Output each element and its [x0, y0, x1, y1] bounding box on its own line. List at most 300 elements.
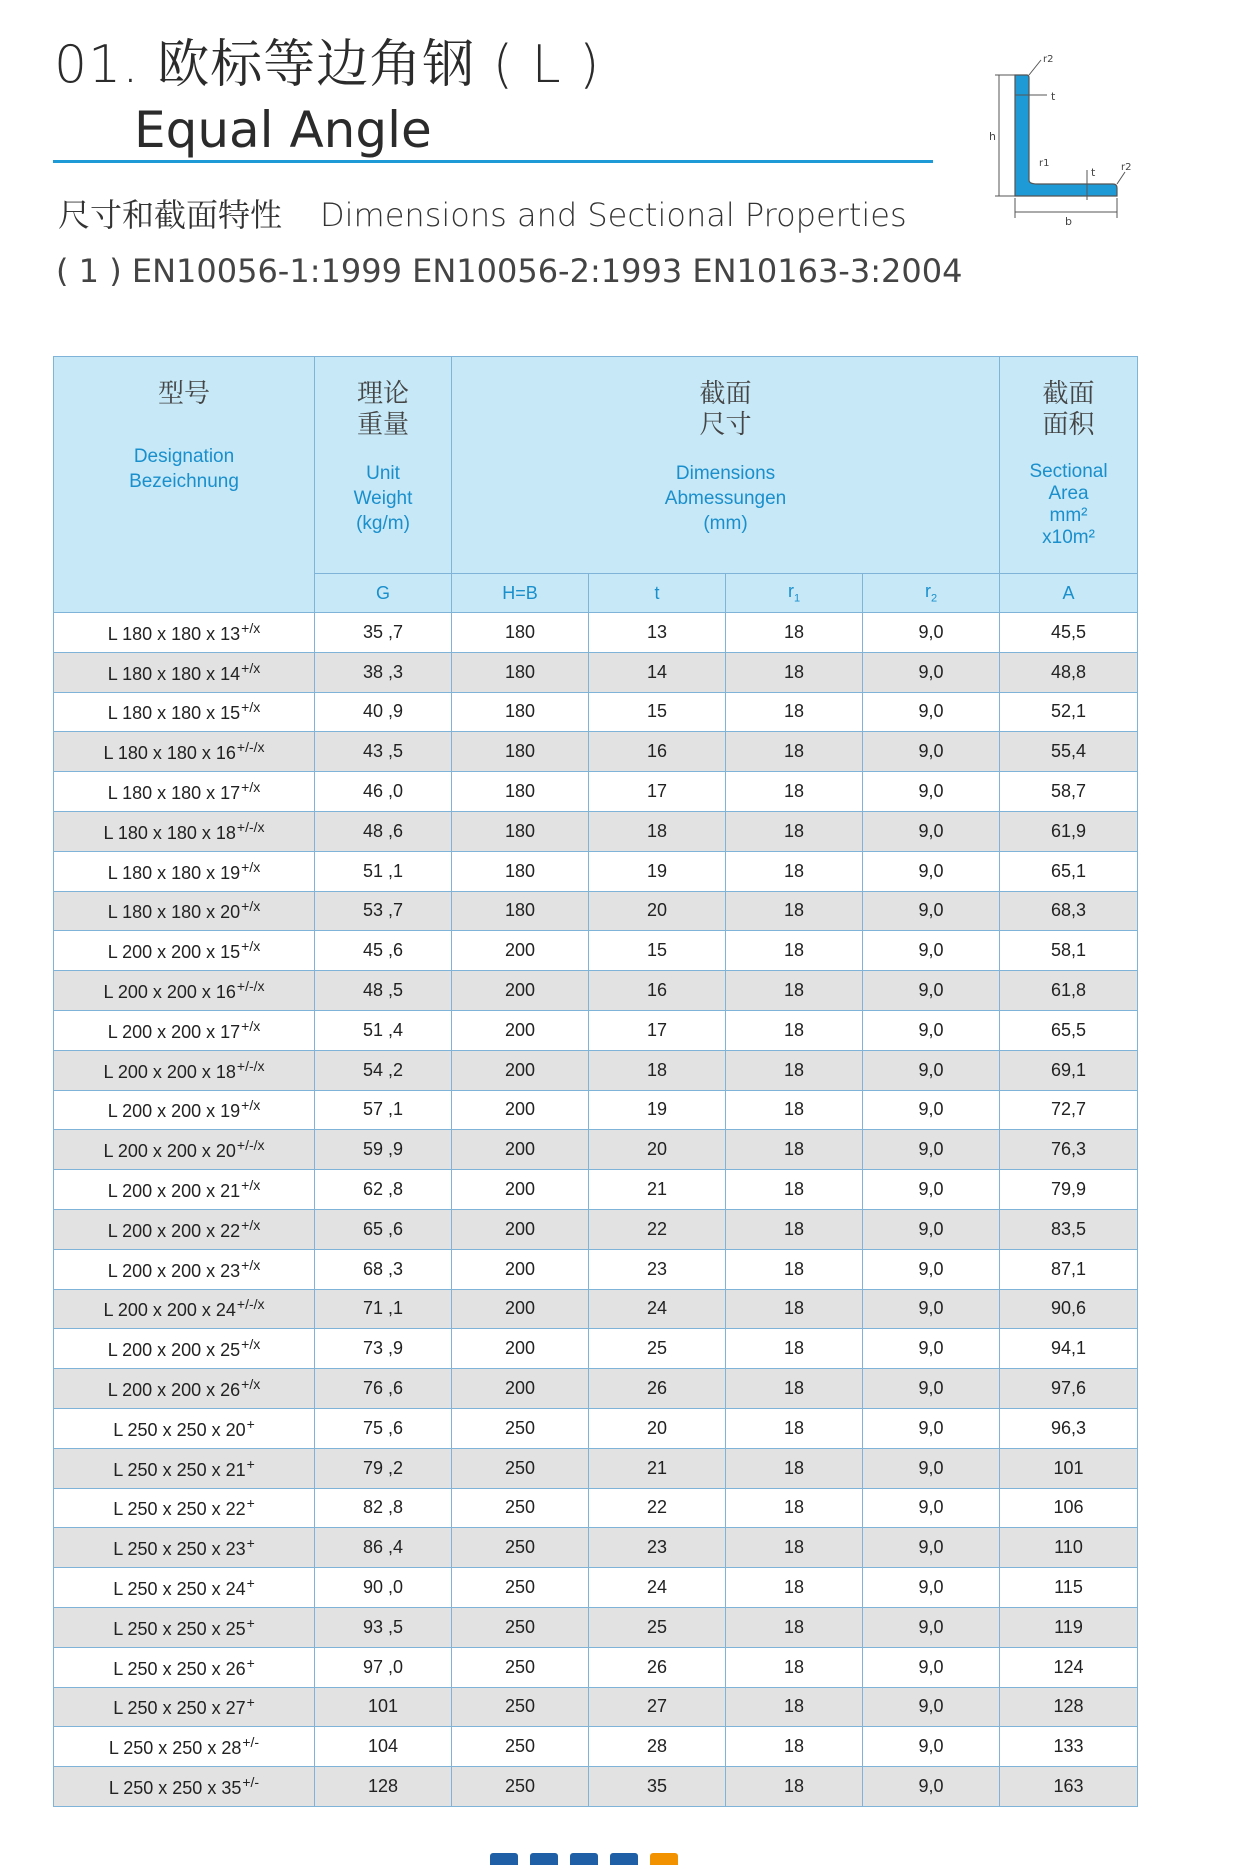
table-row: [54, 1528, 1138, 1568]
cell-r1: 18: [726, 1130, 863, 1170]
cell-a: 97,6: [1000, 1369, 1138, 1409]
designation-marker: +/-/x: [236, 739, 265, 756]
page-indicator: [490, 1852, 690, 1864]
cell-r2: 9,0: [863, 1249, 1000, 1289]
cell-a: 124: [1000, 1647, 1138, 1687]
diagram-label-h: h: [989, 130, 996, 143]
table-row: [54, 1607, 1138, 1647]
cell-r2: 9,0: [863, 692, 1000, 732]
designation-marker: +/-: [242, 1734, 260, 1751]
table-row: [54, 971, 1138, 1011]
cell-hb: 180: [452, 692, 589, 732]
cell-hb: 180: [452, 811, 589, 851]
cell-r1: 18: [726, 1289, 863, 1329]
page-dot[interactable]: [530, 1853, 558, 1865]
table-row: [54, 1767, 1138, 1807]
cell-designation: L 180 x 180 x $13^{+/x}$: [54, 613, 315, 653]
cell-t: 21: [589, 1170, 726, 1210]
cell-t: 21: [589, 1448, 726, 1488]
diagram-label-r2-right: r2: [1121, 162, 1132, 173]
cell-hb: 200: [452, 1249, 589, 1289]
diagram-label-r2-top: r2: [1043, 54, 1054, 65]
cell-g: 104: [315, 1727, 452, 1767]
cell-a: 83,5: [1000, 1209, 1138, 1249]
designation-marker: +/x: [241, 1336, 261, 1353]
cell-designation: L 180 x 180 x $15^{+/x}$: [54, 692, 315, 732]
cell-designation: L 250 x 250 x 20+: [54, 1408, 315, 1448]
cell-t: 26: [589, 1369, 726, 1409]
table-row: [54, 1448, 1138, 1488]
subtitle-cn: 尺寸和截面特性: [58, 196, 283, 234]
cell-t: 35: [589, 1767, 726, 1807]
cell-a: 69,1: [1000, 1050, 1138, 1090]
cell-a: 55,4: [1000, 732, 1138, 772]
cell-designation: L 250 x 250 x 27+: [54, 1687, 315, 1727]
cell-designation: L 180 x 180 x $20^{+/x}$: [54, 891, 315, 931]
cell-a: 61,9: [1000, 811, 1138, 851]
designation-marker: +/x: [241, 858, 261, 875]
cell-a: 87,1: [1000, 1249, 1138, 1289]
cell-designation: L 200 x 200 x $24^{+/-/x}$: [54, 1289, 315, 1329]
cell-r1: 18: [726, 1767, 863, 1807]
cell-r2: 9,0: [863, 811, 1000, 851]
cell-designation: L 200 x 200 x $18^{+/-/x}$: [54, 1050, 315, 1090]
cell-a: 76,3: [1000, 1130, 1138, 1170]
cell-r1: 18: [726, 1369, 863, 1409]
header-weight: 理论 重量 Unit Weight (kg/m): [315, 357, 452, 574]
cell-g: 65 ,6: [315, 1209, 452, 1249]
cell-a: 52,1: [1000, 692, 1138, 732]
cell-a: 58,1: [1000, 931, 1138, 971]
cell-r1: 18: [726, 931, 863, 971]
cell-g: 48 ,5: [315, 971, 452, 1011]
table-row: [54, 1010, 1138, 1050]
cell-t: 19: [589, 851, 726, 891]
cell-hb: 200: [452, 1289, 589, 1329]
cell-t: 17: [589, 772, 726, 812]
cell-t: 25: [589, 1607, 726, 1647]
cell-g: 73 ,9: [315, 1329, 452, 1369]
standards-line: ( 1 ) EN10056-1:1999 EN10056-2:1993 EN10163-3:2004: [56, 252, 963, 290]
cell-a: 163: [1000, 1767, 1138, 1807]
cell-a: 45,5: [1000, 613, 1138, 653]
table-row: [54, 613, 1138, 653]
table-row: [54, 1369, 1138, 1409]
cell-t: 17: [589, 1010, 726, 1050]
cell-r1: 18: [726, 811, 863, 851]
cell-r2: 9,0: [863, 1767, 1000, 1807]
designation-marker: +/x: [241, 1097, 261, 1114]
cell-a: 65,1: [1000, 851, 1138, 891]
cell-r2: 9,0: [863, 652, 1000, 692]
designation-marker: +/x: [241, 1256, 261, 1273]
cell-r2: 9,0: [863, 851, 1000, 891]
cell-g: 82 ,8: [315, 1488, 452, 1528]
cell-r1: 18: [726, 1010, 863, 1050]
cell-a: 65,5: [1000, 1010, 1138, 1050]
cell-r2: 9,0: [863, 1727, 1000, 1767]
cell-a: 106: [1000, 1488, 1138, 1528]
cell-r2: 9,0: [863, 1369, 1000, 1409]
cell-designation: L 250 x 250 x 35+/-: [54, 1767, 315, 1807]
cell-t: 20: [589, 891, 726, 931]
cell-r1: 18: [726, 772, 863, 812]
cell-r2: 9,0: [863, 1130, 1000, 1170]
cell-hb: 250: [452, 1647, 589, 1687]
cell-a: 115: [1000, 1568, 1138, 1608]
cell-hb: 200: [452, 1170, 589, 1210]
cell-hb: 200: [452, 971, 589, 1011]
cell-a: 68,3: [1000, 891, 1138, 931]
cell-t: 25: [589, 1329, 726, 1369]
cell-r2: 9,0: [863, 1050, 1000, 1090]
subheader-a: A: [1000, 574, 1138, 613]
cell-g: 45 ,6: [315, 931, 452, 971]
cell-r2: 9,0: [863, 1329, 1000, 1369]
section-subtitle: [58, 190, 907, 236]
cell-g: 71 ,1: [315, 1289, 452, 1329]
dimensions-table: [53, 356, 1138, 1807]
cell-t: 26: [589, 1647, 726, 1687]
cell-g: 128: [315, 1767, 452, 1807]
cell-r2: 9,0: [863, 971, 1000, 1011]
page-header: [54, 22, 600, 159]
cell-g: 46 ,0: [315, 772, 452, 812]
cell-t: 22: [589, 1488, 726, 1528]
designation-marker: +: [246, 1654, 255, 1671]
designation-marker: +: [246, 1694, 255, 1711]
cell-hb: 200: [452, 1010, 589, 1050]
cell-r2: 9,0: [863, 1090, 1000, 1130]
page-dot[interactable]: [490, 1853, 518, 1865]
cell-a: 110: [1000, 1528, 1138, 1568]
cell-r2: 9,0: [863, 1528, 1000, 1568]
cell-t: 20: [589, 1130, 726, 1170]
cell-designation: L 200 x 200 x $23^{+/x}$: [54, 1249, 315, 1289]
cell-r2: 9,0: [863, 1568, 1000, 1608]
cell-hb: 180: [452, 891, 589, 931]
designation-marker: +/-: [242, 1774, 260, 1790]
subheader-g: G: [315, 574, 452, 613]
cell-r1: 18: [726, 1050, 863, 1090]
cell-r1: 18: [726, 1170, 863, 1210]
cell-designation: L 180 x 180 x $14^{+/x}$: [54, 652, 315, 692]
page-dot[interactable]: [570, 1853, 598, 1865]
cell-hb: 250: [452, 1408, 589, 1448]
cell-r2: 9,0: [863, 1408, 1000, 1448]
cell-t: 24: [589, 1289, 726, 1329]
designation-marker: +/-/x: [236, 1137, 265, 1154]
table-row: [54, 1090, 1138, 1130]
table-row: [54, 1170, 1138, 1210]
cell-g: 43 ,5: [315, 732, 452, 772]
cell-r1: 18: [726, 1448, 863, 1488]
cell-hb: 180: [452, 772, 589, 812]
cell-g: 38 ,3: [315, 652, 452, 692]
designation-marker: +/x: [241, 699, 261, 716]
cell-hb: 250: [452, 1607, 589, 1647]
cell-hb: 250: [452, 1687, 589, 1727]
table-row: [54, 732, 1138, 772]
cell-a: 96,3: [1000, 1408, 1138, 1448]
cell-r1: 18: [726, 1647, 863, 1687]
designation-marker: +: [246, 1495, 255, 1512]
cell-a: 90,6: [1000, 1289, 1138, 1329]
cell-designation: L 200 x 200 x $17^{+/x}$: [54, 1010, 315, 1050]
table-row: [54, 652, 1138, 692]
cell-g: 75 ,6: [315, 1408, 452, 1448]
cell-r1: 18: [726, 971, 863, 1011]
designation-marker: +: [246, 1455, 255, 1472]
table-row: [54, 1647, 1138, 1687]
cell-r1: 18: [726, 1329, 863, 1369]
cell-hb: 200: [452, 1050, 589, 1090]
cell-a: 101: [1000, 1448, 1138, 1488]
subheader-t: t: [589, 574, 726, 613]
designation-marker: +/x: [241, 659, 261, 676]
cell-r1: 18: [726, 1727, 863, 1767]
cell-r1: 18: [726, 1090, 863, 1130]
cell-r2: 9,0: [863, 1607, 1000, 1647]
cell-g: 97 ,0: [315, 1647, 452, 1687]
designation-marker: +/x: [241, 898, 261, 915]
cell-designation: L 200 x 200 x $21^{+/x}$: [54, 1170, 315, 1210]
title-divider: [53, 160, 933, 163]
designation-marker: +/x: [241, 1017, 261, 1034]
cell-r1: 18: [726, 1568, 863, 1608]
cell-hb: 200: [452, 1369, 589, 1409]
cell-g: 68 ,3: [315, 1249, 452, 1289]
cell-designation: L 250 x 250 x 23+: [54, 1528, 315, 1568]
cell-r1: 18: [726, 732, 863, 772]
cell-hb: 250: [452, 1767, 589, 1807]
table-row: [54, 931, 1138, 971]
cell-t: 22: [589, 1209, 726, 1249]
cell-t: 15: [589, 692, 726, 732]
cell-r1: 18: [726, 1687, 863, 1727]
table-row: [54, 772, 1138, 812]
designation-marker: +/x: [241, 1177, 261, 1194]
cell-hb: 180: [452, 732, 589, 772]
cell-hb: 250: [452, 1448, 589, 1488]
cell-t: 28: [589, 1727, 726, 1767]
table-row: [54, 692, 1138, 732]
cell-r2: 9,0: [863, 613, 1000, 653]
cell-r1: 18: [726, 613, 863, 653]
cell-g: 101: [315, 1687, 452, 1727]
cell-r1: 18: [726, 652, 863, 692]
table-row: [54, 1130, 1138, 1170]
cell-hb: 200: [452, 1329, 589, 1369]
cell-hb: 200: [452, 1090, 589, 1130]
cell-r2: 9,0: [863, 1170, 1000, 1210]
cell-a: 58,7: [1000, 772, 1138, 812]
cell-designation: L 250 x 250 x 24+: [54, 1568, 315, 1608]
cell-t: 18: [589, 811, 726, 851]
designation-marker: +/x: [241, 1376, 261, 1393]
cell-r1: 18: [726, 891, 863, 931]
cell-r1: 18: [726, 1408, 863, 1448]
cell-r2: 9,0: [863, 1687, 1000, 1727]
subheader-hb: H=B: [452, 574, 589, 613]
cell-r1: 18: [726, 1528, 863, 1568]
page-dot[interactable]: [650, 1853, 678, 1865]
cell-t: 16: [589, 971, 726, 1011]
table-row: [54, 1329, 1138, 1369]
cell-a: 79,9: [1000, 1170, 1138, 1210]
cell-r2: 9,0: [863, 1448, 1000, 1488]
cell-g: 90 ,0: [315, 1568, 452, 1608]
designation-marker: +: [246, 1575, 255, 1592]
cell-g: 54 ,2: [315, 1050, 452, 1090]
cell-r1: 18: [726, 1249, 863, 1289]
designation-marker: +/-/x: [236, 1296, 265, 1313]
cell-r2: 9,0: [863, 891, 1000, 931]
cell-r2: 9,0: [863, 1010, 1000, 1050]
table-row: [54, 1687, 1138, 1727]
cell-g: 57 ,1: [315, 1090, 452, 1130]
table-row: [54, 811, 1138, 851]
table-header-row: [54, 357, 1138, 574]
designation-marker: +/x: [241, 938, 261, 955]
cell-g: 53 ,7: [315, 891, 452, 931]
cell-designation: L 200 x 200 x $15^{+/x}$: [54, 931, 315, 971]
cell-designation: L 200 x 200 x $19^{+/x}$: [54, 1090, 315, 1130]
cell-r2: 9,0: [863, 1647, 1000, 1687]
designation-marker: +: [246, 1614, 255, 1631]
cell-designation: L 200 x 200 x $16^{+/-/x}$: [54, 971, 315, 1011]
designation-marker: +: [246, 1415, 255, 1432]
cell-a: 94,1: [1000, 1329, 1138, 1369]
cell-designation: L 250 x 250 x 21+: [54, 1448, 315, 1488]
cell-r1: 18: [726, 1607, 863, 1647]
diagram-label-t-flange: t: [1091, 166, 1096, 179]
cell-r1: 18: [726, 1209, 863, 1249]
cell-a: 48,8: [1000, 652, 1138, 692]
diagram-label-b: b: [1065, 215, 1072, 225]
table-row: [54, 851, 1138, 891]
cell-t: 23: [589, 1528, 726, 1568]
cell-designation: L 180 x 180 x $19^{+/x}$: [54, 851, 315, 891]
cell-designation: L 180 x 180 x $17^{+/x}$: [54, 772, 315, 812]
cell-g: 51 ,1: [315, 851, 452, 891]
cell-hb: 250: [452, 1727, 589, 1767]
cell-g: 35 ,7: [315, 613, 452, 653]
cell-designation: L 200 x 200 x $22^{+/x}$: [54, 1209, 315, 1249]
cell-r2: 9,0: [863, 1488, 1000, 1528]
designation-marker: +/-/x: [236, 1057, 265, 1074]
cell-hb: 200: [452, 931, 589, 971]
cell-t: 15: [589, 931, 726, 971]
table-row: [54, 1568, 1138, 1608]
cell-hb: 250: [452, 1528, 589, 1568]
cell-t: 23: [589, 1249, 726, 1289]
cell-hb: 180: [452, 652, 589, 692]
cell-hb: 250: [452, 1488, 589, 1528]
page-dot[interactable]: [610, 1853, 638, 1865]
subheader-r2: $r_2$: [863, 574, 1000, 613]
angle-profile: [1015, 75, 1117, 196]
cell-a: 72,7: [1000, 1090, 1138, 1130]
cell-designation: L 180 x 180 x $18^{+/-/x}$: [54, 811, 315, 851]
cell-g: 51 ,4: [315, 1010, 452, 1050]
table-row: [54, 891, 1138, 931]
cell-t: 13: [589, 613, 726, 653]
cell-hb: 250: [452, 1568, 589, 1608]
table-body: [54, 613, 1138, 1807]
cell-a: 61,8: [1000, 971, 1138, 1011]
table-row: [54, 1209, 1138, 1249]
table-row: [54, 1488, 1138, 1528]
cell-hb: 200: [452, 1209, 589, 1249]
designation-marker: +/x: [241, 779, 261, 796]
cell-t: 18: [589, 1050, 726, 1090]
cell-a: 133: [1000, 1727, 1138, 1767]
cell-r1: 18: [726, 851, 863, 891]
angle-diagram-svg: [965, 50, 1135, 225]
header-area: 截面 面积 Sectional Area mm² x10m²: [1000, 357, 1138, 574]
cell-g: 59 ,9: [315, 1130, 452, 1170]
cell-t: 27: [589, 1687, 726, 1727]
diagram-label-t: t: [1051, 90, 1056, 103]
cell-designation: L 250 x 250 x 22+: [54, 1488, 315, 1528]
cell-t: 24: [589, 1568, 726, 1608]
cell-r2: 9,0: [863, 931, 1000, 971]
cell-r1: 18: [726, 692, 863, 732]
cell-designation: L 250 x 250 x 26+: [54, 1647, 315, 1687]
designation-marker: +/-/x: [236, 818, 265, 835]
designation-marker: +/-/x: [236, 978, 265, 995]
equal-angle-section-icon: [965, 50, 1135, 225]
cell-t: 19: [589, 1090, 726, 1130]
subtitle-en: Dimensions and Sectional Properties: [320, 196, 907, 234]
cell-r1: 18: [726, 1488, 863, 1528]
page-title-english: Equal Angle: [134, 101, 432, 159]
cell-designation: L 250 x 250 x 28+/-: [54, 1727, 315, 1767]
cell-g: 86 ,4: [315, 1528, 452, 1568]
cell-r2: 9,0: [863, 732, 1000, 772]
cell-r2: 9,0: [863, 772, 1000, 812]
cell-g: 40 ,9: [315, 692, 452, 732]
table-row: [54, 1050, 1138, 1090]
diagram-label-r1: r1: [1039, 158, 1050, 169]
cell-a: 119: [1000, 1607, 1138, 1647]
cell-a: 128: [1000, 1687, 1138, 1727]
cell-r2: 9,0: [863, 1289, 1000, 1329]
cell-hb: 180: [452, 613, 589, 653]
cell-r2: 9,0: [863, 1209, 1000, 1249]
cell-designation: L 200 x 200 x $26^{+/x}$: [54, 1369, 315, 1409]
cell-t: 20: [589, 1408, 726, 1448]
designation-marker: +/x: [241, 1216, 261, 1233]
header-designation: 型号 Designation Bezeichnung: [54, 357, 315, 613]
cell-g: 48 ,6: [315, 811, 452, 851]
table-row: [54, 1289, 1138, 1329]
cell-t: 16: [589, 732, 726, 772]
cell-designation: L 200 x 200 x $20^{+/-/x}$: [54, 1130, 315, 1170]
cell-hb: 180: [452, 851, 589, 891]
table-row: [54, 1249, 1138, 1289]
cell-hb: 200: [452, 1130, 589, 1170]
header-dimensions: 截面 尺寸 Dimensions Abmessungen (mm): [452, 357, 1000, 574]
cell-designation: L 250 x 250 x 25+: [54, 1607, 315, 1647]
cell-g: 79 ,2: [315, 1448, 452, 1488]
cell-designation: L 180 x 180 x $16^{+/-/x}$: [54, 732, 315, 772]
cell-designation: L 200 x 200 x $25^{+/x}$: [54, 1329, 315, 1369]
designation-marker: +: [246, 1535, 255, 1552]
table-row: [54, 1408, 1138, 1448]
cell-t: 14: [589, 652, 726, 692]
